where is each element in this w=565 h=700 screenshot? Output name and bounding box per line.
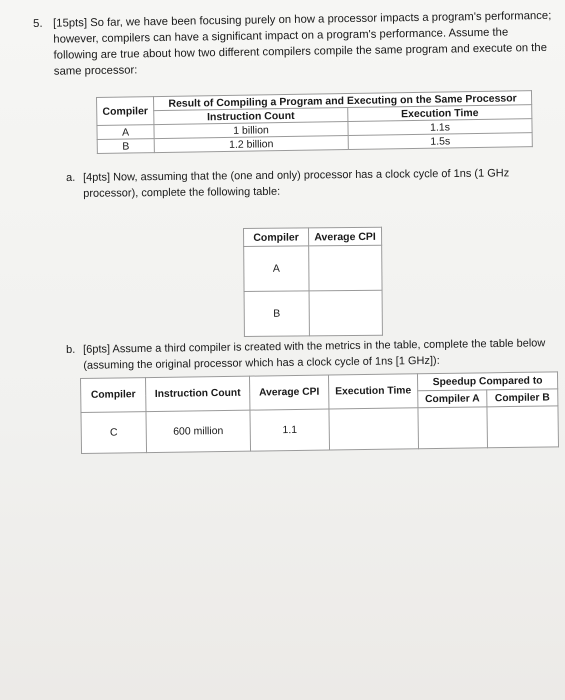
part-b: [66, 335, 556, 374]
cell-execution-time: 1.5s: [348, 133, 532, 150]
header-compiler: Compiler: [81, 378, 146, 413]
question-text: [15pts] So far, we have been focusing purely on how a processor impacts a program's performance; however, compilers can have a significant impact on a program's performance. Assume the following are true about how two different compilers compile the same program and execute on the same processor:: [53, 9, 552, 78]
part-a: [66, 165, 546, 202]
header-compiler: Compiler: [97, 97, 154, 126]
table-row: [244, 245, 382, 291]
header-execution-time: Execution Time: [328, 374, 417, 409]
cell-instruction-count: 600 million: [146, 410, 251, 452]
question-5: [33, 8, 554, 80]
header-speedup-b: Compiler B: [487, 389, 558, 407]
cell-average-cpi-answer[interactable]: [309, 290, 382, 336]
cell-average-cpi: 1.1: [250, 409, 330, 451]
part-a-label: a.: [66, 171, 76, 184]
header-speedup-a: Compiler A: [418, 390, 487, 408]
cell-average-cpi-answer[interactable]: [309, 245, 382, 291]
cell-compiler: C: [81, 412, 147, 454]
compiler-results-table: [96, 90, 533, 154]
cell-execution-time-answer[interactable]: [329, 408, 419, 450]
table-row: [244, 290, 382, 336]
third-compiler-table: [80, 371, 559, 454]
cell-instruction-count: 1 billion: [154, 122, 348, 139]
cell-compiler: B: [97, 139, 154, 154]
header-average-cpi: Average CPI: [249, 375, 328, 410]
header-average-cpi: Average CPI: [309, 227, 382, 246]
cell-speedup-b-answer[interactable]: [487, 406, 559, 448]
header-compiler: Compiler: [244, 228, 309, 247]
header-speedup: Speedup Compared to: [417, 372, 557, 391]
cell-compiler: B: [244, 291, 309, 337]
question-number: 5.: [33, 17, 43, 30]
cell-speedup-a-answer[interactable]: [418, 407, 488, 449]
header-execution-time: Execution Time: [348, 105, 532, 122]
cell-compiler: A: [244, 246, 309, 292]
cell-compiler: A: [97, 125, 154, 140]
header-instruction-count: Instruction Count: [146, 376, 250, 411]
cell-execution-time: 1.1s: [348, 119, 532, 136]
part-b-label: b.: [66, 343, 76, 356]
part-a-text: [4pts] Now, assuming that the (one and only) processor has a clock cycle of 1ns (1 GHz processor), complete the following table:: [83, 167, 510, 200]
header-result-group: Result of Compiling a Program and Executing on the Same Processor: [154, 91, 532, 111]
cell-instruction-count: 1.2 billion: [154, 136, 348, 153]
average-cpi-table: [243, 227, 383, 337]
part-b-text: [6pts] Assume a third compiler is created with the metrics in the table, complete the table below (assuming the original processor which has a clock cycle of 1ns [1 GHz]):: [83, 337, 546, 372]
table-row: [81, 406, 559, 454]
header-instruction-count: Instruction Count: [154, 108, 348, 125]
